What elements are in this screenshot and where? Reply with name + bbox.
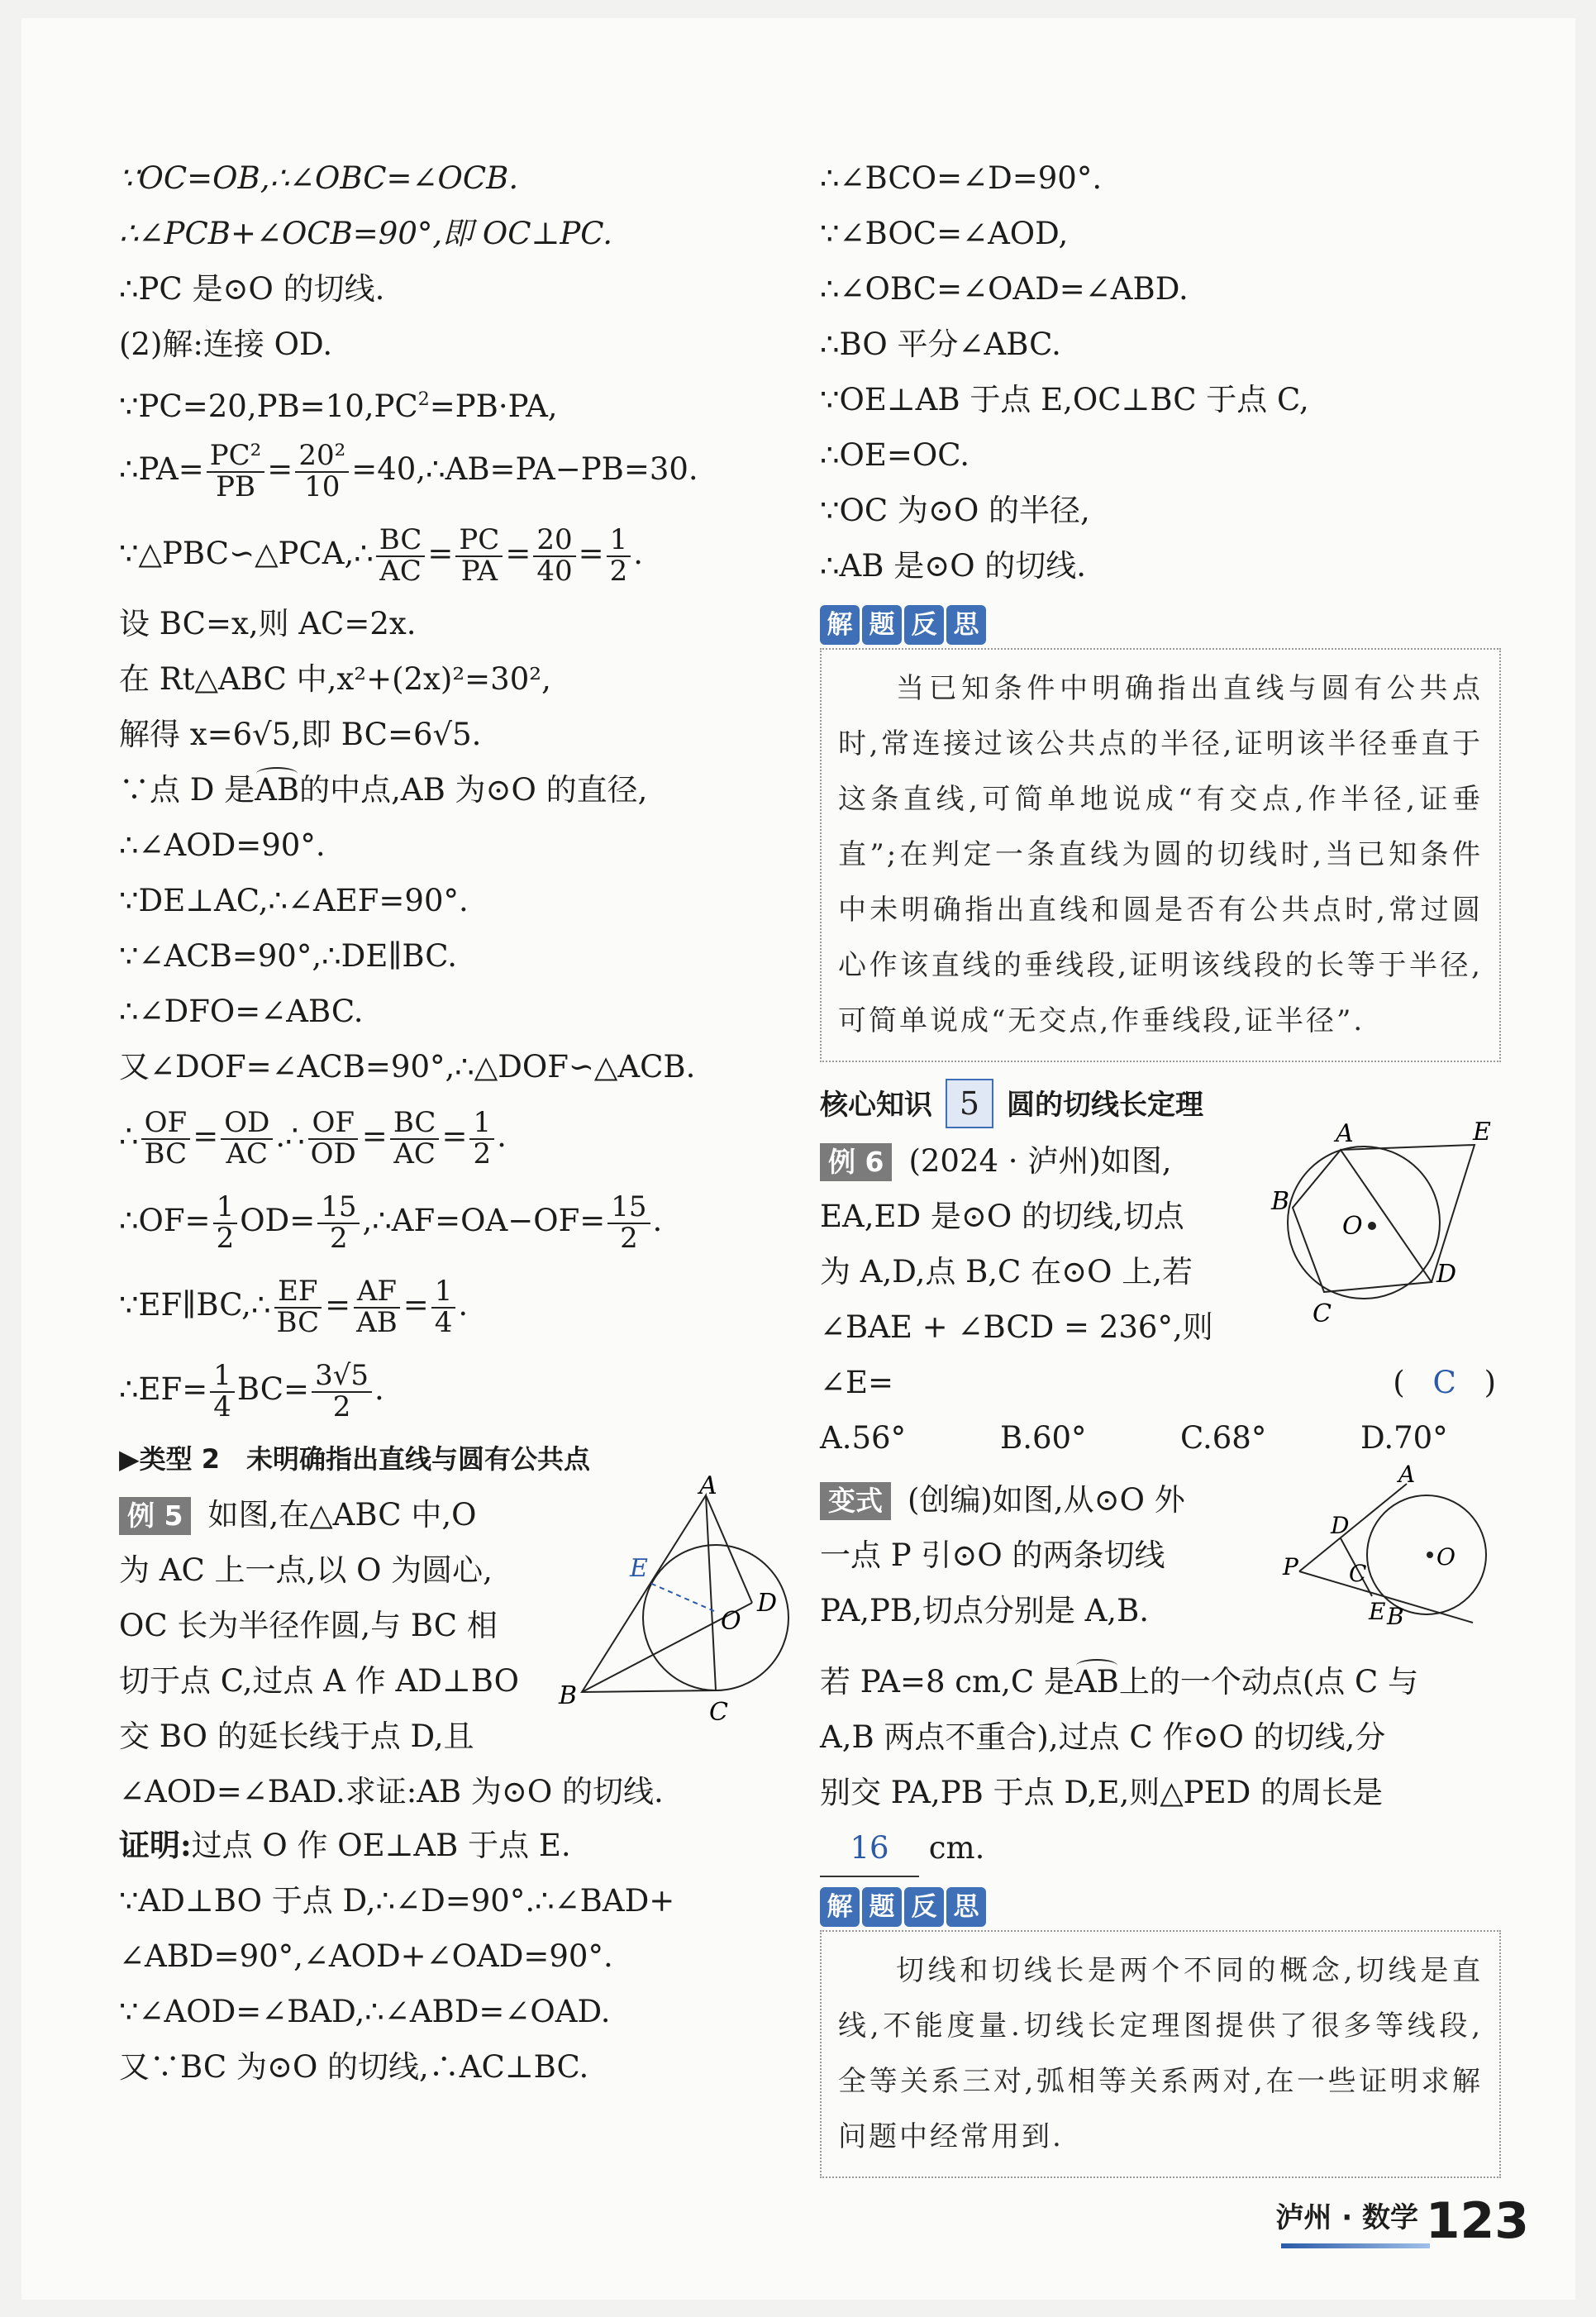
footer-underline <box>1281 2243 1430 2248</box>
text-line: PA,PB,切点分别是 A,B. <box>820 1593 1150 1628</box>
circle-o <box>1288 1147 1440 1299</box>
label-b: B <box>559 1681 578 1710</box>
text: ∴EF= <box>119 1371 208 1407</box>
option-d: D.70° <box>1360 1420 1448 1456</box>
label-c: C <box>1313 1299 1332 1328</box>
numerator: 15 <box>317 1193 360 1224</box>
denominator: 40 <box>536 554 573 588</box>
right-column <box>820 150 1506 2178</box>
text: ∴ <box>119 1118 139 1154</box>
denominator: OD <box>310 1137 356 1170</box>
label-e: E <box>1473 1118 1491 1147</box>
answer-variant: 16 <box>820 1820 919 1877</box>
option-a: A.56° <box>820 1420 907 1456</box>
reflection-text: 当已知条件中明确指出直线与圆有公共点时,常连接过该公共点的半径,证明该半径垂直于这条直线,可简单地说成“有交点,作半径,证垂直”;在判定一条直线为圆的切线时,当已知条件中未明确指出直线和圆是否有公共点时,常过圆心作该直线的垂线段,证明该线段的长等于半径,可简单说成“无交点,作垂线段,证半径”. <box>838 672 1483 1037</box>
text-line: ∵OC 为⊙O 的半径, <box>820 493 1090 528</box>
page-number: 123 <box>1425 2192 1529 2250</box>
formula-line: ∴EF= $\frac{1}{4}$ BC= $\frac{3√5}{2}$ . <box>119 1358 384 1423</box>
label-p: P <box>1283 1553 1298 1580</box>
figure-example-5 <box>557 1471 805 1735</box>
center-dot <box>1427 1552 1433 1558</box>
text: =40,∴AB=PA−PB=30. <box>351 451 698 487</box>
type-heading: ▶类型 2 未明确指出直线与圆有公共点 <box>119 1443 591 1475</box>
formula-line: ∵EF∥BC,∴ $\frac{EF}{BC}$ = $\frac{AF}{AB}$ = $\frac{1}{4}$ . <box>119 1274 469 1339</box>
tag-char: 思 <box>946 605 986 645</box>
fraction <box>533 522 575 588</box>
text-line: ∴∠BCO=∠D=90°. <box>820 160 1103 196</box>
numerator: 15 <box>607 1193 650 1224</box>
label-o: O <box>1436 1543 1455 1571</box>
text-line: 为 AC 上一点,以 O 为圆心, <box>119 1552 493 1588</box>
page <box>21 18 1575 2300</box>
fraction <box>390 1105 440 1170</box>
text-line: 为 A,D,点 B,C 在⊙O 上,若 <box>820 1254 1193 1290</box>
formula-line: ∴PA= $\frac{\text{PC²}}{PB}$ = $\frac{\text{20²}}{10}$ =40,∴AB=PA−PB=30. <box>119 438 698 503</box>
label-d: D <box>1331 1512 1350 1539</box>
reflection-box <box>820 648 1501 1062</box>
denominator: AC <box>379 554 422 588</box>
text-line: ∵AD⊥BO 于点 D,∴∠D=90°.∴∠BAD+ <box>119 1883 675 1919</box>
text-line: 切于点 C,过点 A 作 AD⊥BO <box>119 1663 519 1699</box>
text: ∵△PBC∽△PCA,∴ <box>119 536 374 571</box>
text-line: 别交 PA,PB 于点 D,E,则△PED 的周长是 <box>820 1775 1384 1810</box>
text-line <box>820 1133 1266 1189</box>
text-line: ∴BO 平分∠ABC. <box>820 327 1061 362</box>
text-line: 交 BO 的延长线于点 D,且 <box>119 1719 474 1754</box>
denominator: 10 <box>304 470 341 503</box>
text-line: 解得 x=6√5,即 BC=6√5. <box>119 717 482 752</box>
text-line <box>820 1654 1506 1709</box>
text-line: 又∠DOF=∠ACB=90°,∴△DOF∽△ACB. <box>119 1049 696 1085</box>
tag-char: 反 <box>904 605 944 645</box>
fraction <box>141 1105 191 1170</box>
label-a: A <box>1336 1119 1354 1148</box>
fraction <box>317 1189 360 1255</box>
fraction <box>213 1189 238 1255</box>
denominator: 2 <box>620 1221 638 1255</box>
denominator: PB <box>216 470 255 503</box>
footer-subject: 泸州 · 数学 <box>1275 2201 1418 2234</box>
label-o: O <box>721 1607 741 1636</box>
triangle-abc <box>582 1495 716 1692</box>
text-line: OC 长为半径作圆,与 BC 相 <box>119 1608 498 1643</box>
numerator: PC <box>455 526 503 557</box>
fraction <box>607 1189 650 1255</box>
bracket: ( <box>1393 1365 1405 1400</box>
fraction <box>312 1358 372 1423</box>
numerator: EF <box>274 1277 321 1309</box>
text-line <box>119 1818 805 1873</box>
label-d: D <box>1436 1260 1457 1289</box>
fraction <box>210 1358 235 1423</box>
fraction <box>221 1105 273 1170</box>
text: 过点 O 作 OE⊥AB 于点 E. <box>191 1828 571 1863</box>
label-e: E <box>1369 1598 1386 1625</box>
numerator: 1 <box>469 1108 494 1140</box>
tag-char: 题 <box>862 1887 902 1927</box>
text: (创编)如图,从⊙O 外 <box>908 1482 1185 1518</box>
core-number: 5 <box>946 1079 993 1128</box>
text-line: 一点 P 引⊙O 的两条切线 <box>820 1538 1165 1573</box>
text-line: ∵∠BOC=∠AOD, <box>820 216 1069 251</box>
denominator: BC <box>276 1305 320 1339</box>
denominator: 2 <box>330 1221 348 1255</box>
circle-o <box>643 1545 788 1690</box>
text-line <box>820 1820 1506 1876</box>
text-line: ∠BAE + ∠BCD = 236°,则 <box>820 1309 1213 1345</box>
text-line: ∴∠PCB+∠OCB=90°,即 OC⊥PC. <box>119 216 612 251</box>
label-e: E <box>630 1554 648 1583</box>
denominator: AC <box>226 1137 269 1170</box>
fraction <box>353 1274 401 1339</box>
core-title: 圆的切线长定理 <box>1007 1089 1203 1122</box>
numerator: 1 <box>607 526 631 557</box>
denominator: 4 <box>213 1390 231 1423</box>
unit: cm. <box>928 1830 985 1866</box>
text: BC= <box>236 1371 310 1407</box>
tag-char: 题 <box>862 605 902 645</box>
reflection-tag <box>820 1887 986 1927</box>
center-dot <box>1368 1222 1376 1230</box>
text: =PB·PA, <box>429 389 558 424</box>
text: 上的一个动点(点 C 与 <box>1118 1664 1419 1700</box>
label-a: A <box>699 1471 717 1500</box>
option-b: B.60° <box>1000 1420 1087 1456</box>
text-line: ∵OC=OB,∴∠OBC=∠OCB. <box>119 160 519 196</box>
text-line: ∴OE=OC. <box>820 437 970 473</box>
label-c: C <box>1349 1560 1367 1587</box>
text: ∴PA= <box>119 451 204 487</box>
text: ∴OF= <box>119 1203 211 1238</box>
text: 的中点,AB 为⊙O 的直径, <box>299 772 648 808</box>
fraction <box>607 522 631 588</box>
text: .∴ <box>275 1118 305 1154</box>
numerator: PC² <box>207 441 265 473</box>
variant <box>820 1461 1506 1654</box>
fraction <box>455 522 503 588</box>
text: 若 PA=8 cm,C 是 <box>820 1664 1074 1700</box>
text: ∵PC=20,PB=10,PC <box>119 389 418 424</box>
example-tag: 例 6 <box>820 1143 892 1181</box>
numerator: OD <box>221 1108 273 1140</box>
label-d: D <box>757 1589 778 1618</box>
label-b: B <box>1387 1603 1404 1630</box>
tag-char: 解 <box>820 605 860 645</box>
text-line: ∴∠AOD=90°. <box>119 827 326 863</box>
numerator: OF <box>308 1108 357 1140</box>
text-line: ∠E= <box>820 1365 894 1400</box>
label-o: O <box>1342 1212 1363 1241</box>
text-line: ∵DE⊥AC,∴∠AEF=90°. <box>119 883 469 918</box>
answer-bracket <box>1393 1355 1496 1410</box>
text-line <box>820 1472 1283 1528</box>
figure-example-6 <box>1266 1117 1498 1340</box>
left-column <box>119 150 805 2095</box>
label-c: C <box>709 1698 728 1727</box>
text-line: ∠ABD=90°,∠AOD+∠OAD=90°. <box>119 1938 613 1974</box>
tangent-pa <box>1299 1484 1407 1571</box>
text-line: 在 Rt△ABC 中,x²+(2x)²=30², <box>119 661 551 697</box>
options <box>820 1410 1541 1466</box>
line-ad <box>706 1495 752 1603</box>
fraction <box>376 522 426 588</box>
text-line: ∠AOD=∠BAD.求证:AB 为⊙O 的切线. <box>119 1774 664 1809</box>
fraction <box>207 438 265 503</box>
fraction <box>273 1274 322 1339</box>
numerator: BC <box>376 526 426 557</box>
denominator: 2 <box>216 1221 235 1255</box>
denominator: PA <box>460 554 498 588</box>
text: 如图,在△ABC 中,O <box>207 1497 477 1533</box>
text-line: EA,ED 是⊙O 的切线,切点 <box>820 1199 1184 1234</box>
text: ∵EF∥BC,∴ <box>119 1287 271 1323</box>
text-line: ∴PC 是⊙O 的切线. <box>119 271 385 307</box>
figure-variant <box>1283 1461 1498 1646</box>
numerator: AF <box>354 1277 400 1309</box>
proof-heading: 证明: <box>119 1827 192 1863</box>
text: ∵点 D 是 <box>119 772 255 808</box>
example-6 <box>820 1118 1506 1472</box>
label-b: B <box>1271 1187 1290 1216</box>
formula-line: ∴OF= $\frac{1}{2}$ OD= $\frac{15}{2}$ ,∴AF=OA−OF= $\frac{15}{2}$ . <box>119 1189 663 1255</box>
text-line: 又∵BC 为⊙O 的切线,∴AC⊥BC. <box>119 2049 589 2085</box>
text-line: ∵OE⊥AB 于点 E,OC⊥BC 于点 C, <box>820 382 1309 417</box>
numerator: 3√5 <box>312 1361 372 1393</box>
example-tag: 例 5 <box>119 1497 191 1535</box>
denominator: 2 <box>473 1137 492 1170</box>
fraction <box>431 1274 456 1339</box>
bracket: ) <box>1484 1365 1496 1400</box>
reflection-box <box>820 1930 1501 2178</box>
numerator: 1 <box>210 1361 235 1393</box>
line-oe <box>648 1582 714 1611</box>
fraction <box>307 1105 360 1170</box>
text-line: ∴AB 是⊙O 的切线. <box>820 548 1087 584</box>
example-5 <box>119 1471 805 1818</box>
tag-char: 解 <box>820 1887 860 1927</box>
text-line: ∴∠OBC=∠OAD=∠ABD. <box>820 271 1189 307</box>
text-line: ∴∠DFO=∠ABC. <box>119 994 364 1029</box>
answer-6: C <box>1432 1365 1456 1400</box>
text-line: ∵∠ACB=90°,∴DE∥BC. <box>119 938 458 974</box>
text: ,∴AF=OA−OF= <box>362 1203 606 1238</box>
tag-char: 思 <box>946 1887 986 1927</box>
core-label: 核心知识 <box>820 1089 932 1122</box>
formula-line: ∴ $\frac{OF}{BC}$ = $\frac{OD}{AC}$ .∴ $\frac{OF}{OD}$ = $\frac{BC}{AC}$ = $\frac{1}{2}$ . <box>119 1105 507 1170</box>
tangent-pb <box>1299 1571 1473 1623</box>
numerator: BC <box>390 1108 440 1140</box>
arc-ab: AB <box>255 762 299 818</box>
text-line: (2)解:连接 OD. <box>119 327 333 362</box>
text: OD= <box>240 1203 316 1238</box>
tag-char: 反 <box>904 1887 944 1927</box>
denominator: 2 <box>332 1390 351 1423</box>
option-c: C.68° <box>1180 1420 1267 1456</box>
text-line: A,B 两点不重合),过点 C 作⊙O 的切线,分 <box>820 1719 1386 1755</box>
label-a: A <box>1398 1461 1416 1488</box>
reflection-tag <box>820 605 986 645</box>
numerator: 1 <box>213 1193 238 1224</box>
fraction <box>295 438 349 503</box>
formula-line: ∵△PBC∽△PCA,∴ $\frac{BC}{AC}$ = $\frac{PC}{PA}$ = $\frac{20}{40}$ = $\frac{1}{2}$ . <box>119 522 644 588</box>
fraction <box>469 1105 494 1170</box>
text-line: ∵∠AOD=∠BAD,∴∠ABD=∠OAD. <box>119 1994 611 2029</box>
numerator: 1 <box>431 1277 456 1309</box>
variant-tag: 变式 <box>820 1482 891 1520</box>
text: (2024 · 泸州)如图, <box>908 1143 1172 1179</box>
denominator: 4 <box>434 1305 453 1339</box>
text-line <box>119 1487 549 1542</box>
text-line: 设 BC=x,则 AC=2x. <box>119 606 417 641</box>
reflection-text: 切线和切线长是两个不同的概念,切线是直线,不能度量.切线长定理图提供了很多等线段,全等关系三对,弧相等关系两对,在一些证明求解问题中经常用到. <box>838 1954 1483 2153</box>
numerator: OF <box>141 1108 190 1140</box>
text-line <box>119 762 805 818</box>
denominator: BC <box>144 1137 188 1170</box>
denominator: AB <box>356 1305 398 1339</box>
numerator: 20² <box>295 441 349 473</box>
denominator: 2 <box>609 554 628 588</box>
denominator: AC <box>393 1137 436 1170</box>
text-line: $\because PC=20,PB=10,PC^2=PB\cdot PA$, <box>119 389 558 424</box>
arc-ab: AB <box>1074 1654 1119 1709</box>
numerator: 20 <box>533 526 575 557</box>
